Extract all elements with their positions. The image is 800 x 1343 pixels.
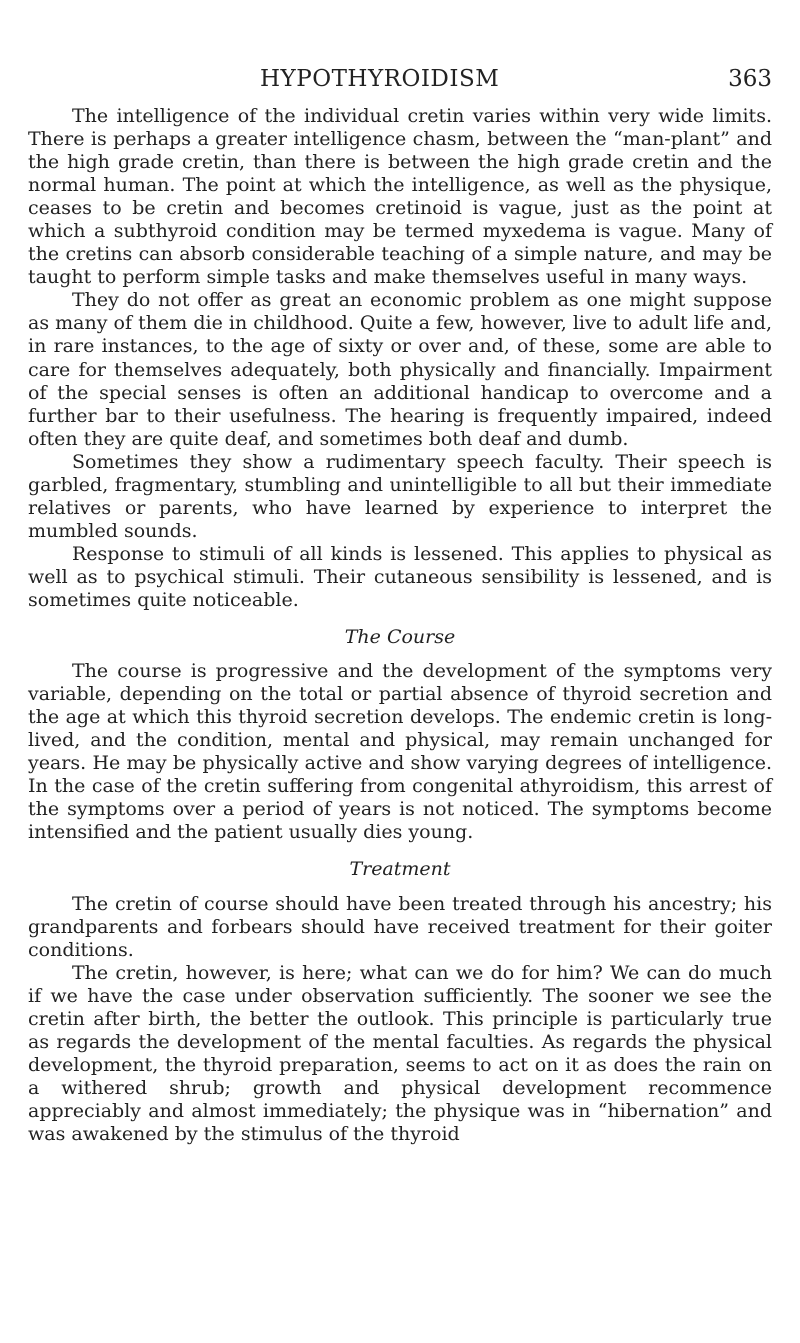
body-text [28,105,772,1146]
section-heading-treatment: Treatment [349,858,451,881]
running-title: HYPOTHYROIDISM [260,66,500,92]
paragraph-intelligence: The intelligence of the individual cretin varies within very wide limits. There is perhaps a greater intelligence chasm, between the “man-plant” and the high grade cretin, than there is between the high grade cretin and the normal human. The point at which the intelligence, as well as the physique, ceases to be cretin and becomes cretinoid is vague, just as the point at which a subthyroid condition may be termed myxedema is vague. Many of the cretins can absorb considerable teaching of a simple nature, and may be taught to perform simple tasks and make themselves useful in many ways. [28,105,772,289]
section-heading-course: The Course [344,626,456,649]
paragraph-treatment-outlook: The cretin, however, is here; what can we do for him? We can do much if we have the case under observation sufficiently. The sooner we see the cretin after birth, the better the outlook. This principle is particularly true as regards the development of the mental faculties. As regards the physical development, the thyroid preparation, seems to act on it as does the rain on a withered shrub; growth and physical development recommence appreciably and almost immediately; the physique was in “hibernation” and was awakened by the stimulus of the thyroid [28,961,772,1145]
paragraph-treatment-ancestry: The cretin of course should have been treated through his ancestry; his grandparents and forbears should have received treatment for their goiter conditions. [28,892,772,961]
page-number: 363 [728,66,772,92]
running-head [260,66,772,106]
paragraph-economic-problem: They do not offer as great an economic problem as one might suppose as many of them die in childhood. Quite a few, however, live to adult life and, in rare instances, to the age of sixty or over and, of these, some are able to care for themselves adequately, both physically and financially. Impairment of the special senses is often an additional handicap to overcome and a further bar to their usefulness. The hearing is frequently impaired, indeed often they are quite deaf, and sometimes both deaf and dumb. [28,289,772,450]
paragraph-speech: Sometimes they show a rudimentary speech faculty. Their speech is garbled, fragmentary, stumbling and unintelligible to all but their immediate relatives or parents, who have learned by experience to interpret the mumbled sounds. [28,450,772,542]
paragraph-stimuli: Response to stimuli of all kinds is lessened. This applies to physical as well as to psychical stimuli. Their cutaneous sensibility is lessened, and is sometimes quite noticeable. [28,542,772,611]
paragraph-course: The course is progressive and the development of the symptoms very variable, depending on the total or partial absence of thyroid secretion and the age at which this thyroid secretion develops. The endemic cretin is long-lived, and the condition, mental and physical, may remain unchanged for years. He may be physically active and show varying degrees of intelligence. In the case of the cretin suffering from congenital athyroidism, this arrest of the symptoms over a period of years is not noticed. The symptoms become intensified and the patient usually dies young. [28,660,772,844]
